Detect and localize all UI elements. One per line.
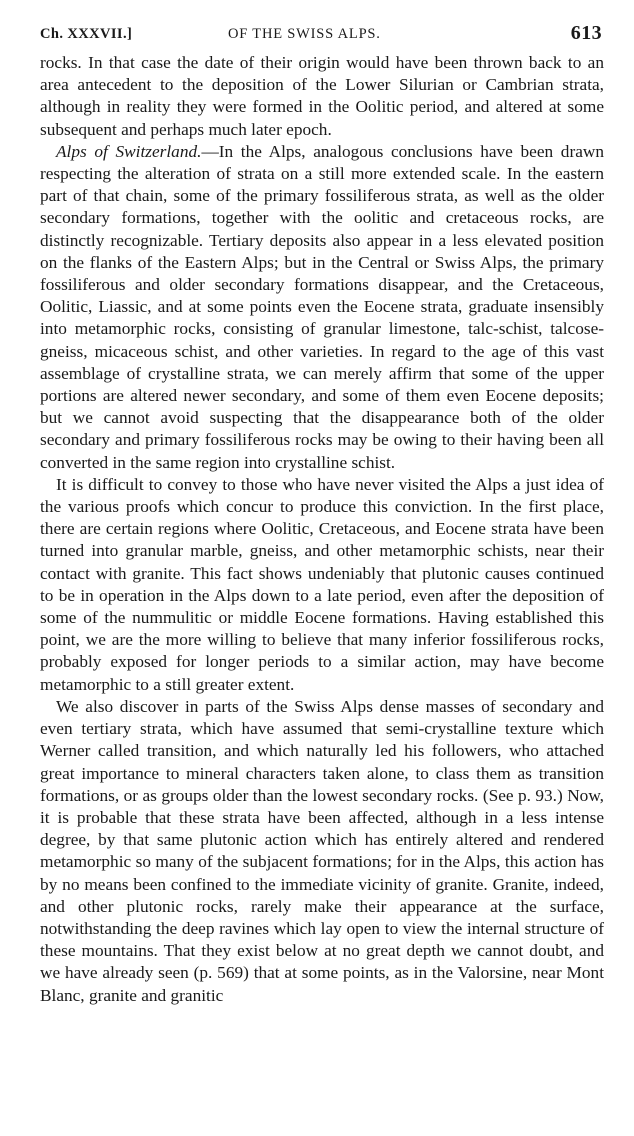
paragraph-continued: [40, 52, 604, 141]
chapter-reference: Ch. XXXVII.]: [40, 26, 133, 42]
paragraph-text: rocks. In that case the date of their origin would have been thrown back to an area antecedent to the deposition of the Lower Silurian or Cambrian strata, although in reality they were formed in the Oolitic period, and altered at some subsequent and perhaps much later epoch.: [40, 53, 604, 139]
page-number: 613: [570, 22, 602, 44]
paragraph-transition-strata: [40, 696, 604, 1007]
paragraph-text: We also discover in parts of the Swiss Alps dense masses of secondary and even tertiary strata, which have assumed that semi-crystalline texture which Werner called transition, and which naturally led his followers, who attached great importance to mineral characters taken alone, to class them as transition formations, or as groups older than the lowest secondary rocks. (See p. 93.) Now, it is probable that these strata have been affected, although in a less intense degree, by that same plutonic action which has entirely altered and rendered metamorphic so many of the subjacent formations; for in the Alps, this action has by no means been confined to the immediate vicinity of granite. Granite, indeed, and other plutonic rocks, rarely make their appearance at the surface, notwithstanding the deep ravines which lay open to view the internal structure of these mountains. That they exist below at no great depth we cannot doubt, and we have already seen (p. 569) that at some points, as in the Valorsine, near Mont Blanc, granite and granitic: [40, 696, 604, 1005]
running-head: [40, 22, 604, 52]
body-text: [40, 52, 604, 1007]
paragraph-text: —In the Alps, analogous conclusions have been drawn respecting the alteration of strata on a still more extended scale. In the eastern part of that chain, some of the primary fossiliferous strata, as well as the older secondary formations, together with the oolitic and cretaceous rocks, are distinctly recognizable. Tertiary deposits also appear in a less elevated position on the flanks of the Eastern Alps; but in the Central or Swiss Alps, the primary fossiliferous and older secondary formations disappear, and the Cretaceous, Oolitic, Liassic, and at some points even the Eocene strata, graduate insensibly into metamorphic rocks, consisting of granular limestone, talc-schist, talcose-gneiss, micaceous schist, and other varieties. In regard to the age of this vast assemblage of crystalline strata, we can merely affirm that some of the upper portions are altered newer secondary, and some of them even Eocene deposits; but we cannot avoid suspecting that the disappearance both of the older secondary and primary fossiliferous rocks may be owing to their having been all converted in the same region into crystalline schist.: [40, 141, 604, 472]
running-title: OF THE SWISS ALPS.: [228, 26, 381, 42]
paragraph-proofs: [40, 474, 604, 696]
section-run-in-heading: Alps of Switzerland.: [56, 141, 202, 161]
paragraph-alps-of-switzerland: [40, 141, 604, 474]
paragraph-text: It is difficult to convey to those who have never visited the Alps a just idea of the various proofs which concur to produce this conviction. In the first place, there are certain regions where Oolitic, Cretaceous, and Eocene strata have been turned into granular marble, gneiss, and other metamorphic schists, near their contact with granite. This fact shows undeniably that plutonic causes continued to be in operation in the Alps down to a late period, even after the deposition of some of the nummulitic or middle Eocene formations. Having established this point, we are the more willing to believe that many inferior fossiliferous rocks, probably exposed for longer periods to a similar action, may have become metamorphic to a still greater extent.: [40, 474, 604, 694]
